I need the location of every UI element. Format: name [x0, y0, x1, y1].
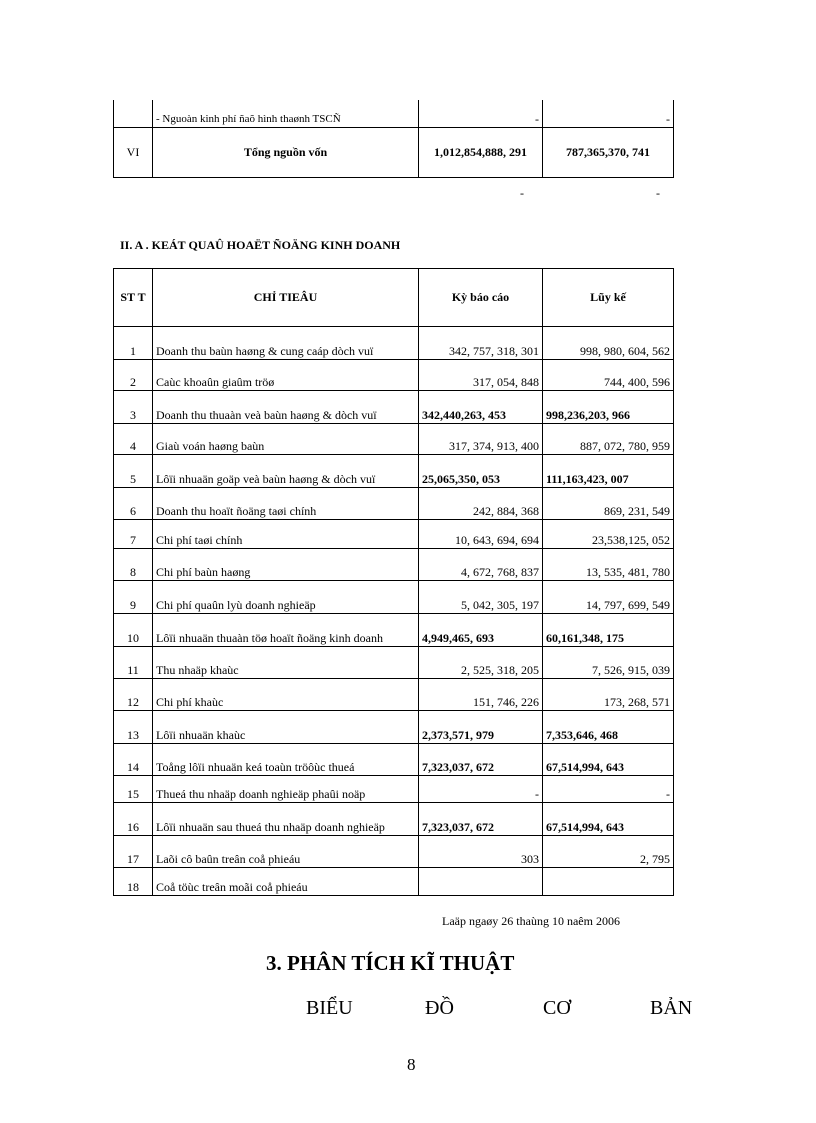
table-row	[114, 488, 674, 520]
table-cell: - Nguoàn kinh phí ñaõ hình thaønh TSCÑ	[153, 100, 419, 127]
table-cell: 7, 526, 915, 039	[543, 647, 674, 679]
header-label: CHỈ TIEÂU	[153, 269, 419, 327]
results-table	[113, 268, 674, 896]
table-cell: 4	[114, 424, 153, 455]
table-cell: 173, 268, 571	[543, 679, 674, 711]
table-cell: Giaù voán haøng baùn	[153, 424, 419, 455]
table-cell: 4,949,465, 693	[419, 614, 543, 647]
table-cell: 15	[114, 776, 153, 803]
table-row	[114, 360, 674, 391]
table-cell: 998, 980, 604, 562	[543, 327, 674, 360]
table-cell: 787,365,370, 741	[543, 127, 674, 177]
table-cell: 7,323,037, 672	[419, 803, 543, 836]
table-row	[114, 803, 674, 836]
table-row	[114, 776, 674, 803]
table-cell: Chi phí baùn haøng	[153, 549, 419, 581]
table-cell: 25,065,350, 053	[419, 455, 543, 488]
table-cell: 3	[114, 391, 153, 424]
table-cell: 10, 643, 694, 694	[419, 520, 543, 549]
subheading-word: BẢN	[650, 997, 693, 1019]
table-cell: 7,353,646, 468	[543, 711, 674, 744]
table-cell	[114, 100, 153, 127]
table-cell: Thueá thu nhaäp doanh nghieäp phaûi noäp	[153, 776, 419, 803]
table-cell: 14	[114, 744, 153, 776]
table-cell: 151, 746, 226	[419, 679, 543, 711]
table-cell: -	[419, 100, 543, 127]
table-cell: 17	[114, 836, 153, 868]
table-cell: Chi phí khaùc	[153, 679, 419, 711]
table-cell: 998,236,203, 966	[543, 391, 674, 424]
table-cell: 869, 231, 549	[543, 488, 674, 520]
table-cell: -	[419, 776, 543, 803]
table-cell: 5, 042, 305, 197	[419, 581, 543, 614]
table-cell: VI	[114, 127, 153, 177]
table-cell: 2, 795	[543, 836, 674, 868]
table-cell: 13	[114, 711, 153, 744]
table-row	[114, 327, 674, 360]
table-cell: 6	[114, 488, 153, 520]
table-row	[114, 424, 674, 455]
dash-mark: -	[656, 186, 660, 200]
table-cell: 67,514,994, 643	[543, 744, 674, 776]
table-cell: Chi phí taøi chính	[153, 520, 419, 549]
subheading-word: ĐỒ	[425, 997, 454, 1019]
table-cell	[419, 868, 543, 896]
table-cell: 1	[114, 327, 153, 360]
table-cell: Laõi cô baûn treân coå phieáu	[153, 836, 419, 868]
table-cell: 7	[114, 520, 153, 549]
table-cell: 9	[114, 581, 153, 614]
table-row	[114, 836, 674, 868]
table-cell: Lôïi nhuaän goäp veà baùn haøng & dòch vuï	[153, 455, 419, 488]
table-cell: Chi phí quaûn lyù doanh nghieäp	[153, 581, 419, 614]
results-body	[114, 327, 674, 896]
header-stt: ST T	[114, 269, 153, 327]
table-cell: 13, 535, 481, 780	[543, 549, 674, 581]
subheading-word: BIỂU	[306, 997, 353, 1019]
table-row	[114, 581, 674, 614]
table-cell: 14, 797, 699, 549	[543, 581, 674, 614]
table-row	[114, 391, 674, 424]
table-cell: 18	[114, 868, 153, 896]
table-row	[114, 679, 674, 711]
table-cell: Toång lôïi nhuaän keá toaùn tröôùc thueá	[153, 744, 419, 776]
dash-mark: -	[520, 186, 524, 200]
table-cell: Caùc khoaûn giaûm tröø	[153, 360, 419, 391]
table-cell: 12	[114, 679, 153, 711]
table-cell	[543, 868, 674, 896]
table-cell: 744, 400, 596	[543, 360, 674, 391]
table-cell: 1,012,854,888, 291	[419, 127, 543, 177]
table-row	[114, 744, 674, 776]
table-row	[114, 520, 674, 549]
table-cell: 10	[114, 614, 153, 647]
table-cell: 2, 525, 318, 205	[419, 647, 543, 679]
table-cell: 242, 884, 368	[419, 488, 543, 520]
subheading-word: CƠ	[543, 997, 571, 1019]
table-cell: 8	[114, 549, 153, 581]
table-cell: Doanh thu thuaàn veà baùn haøng & dòch vuï	[153, 391, 419, 424]
table-cell: 111,163,423, 007	[543, 455, 674, 488]
table-cell: 5	[114, 455, 153, 488]
page-number: 8	[407, 1055, 416, 1074]
table-cell: Coå töùc treân moãi coå phieáu	[153, 868, 419, 896]
table-row	[114, 868, 674, 896]
table-cell: 60,161,348, 175	[543, 614, 674, 647]
top-table	[113, 100, 674, 178]
table-cell: 7,323,037, 672	[419, 744, 543, 776]
table-cell: 342,440,263, 453	[419, 391, 543, 424]
table-cell: 342, 757, 318, 301	[419, 327, 543, 360]
table-cell: Doanh thu baùn haøng & cung caáp dòch vuï	[153, 327, 419, 360]
table-row	[114, 549, 674, 581]
table-row	[114, 455, 674, 488]
header-period: Kỳ báo cáo	[419, 269, 543, 327]
table-cell: Lôïi nhuaän thuaàn töø hoaït ñoäng kinh doanh	[153, 614, 419, 647]
table-cell: Lôïi nhuaän sau thueá thu nhaäp doanh nghieäp	[153, 803, 419, 836]
table-row	[114, 614, 674, 647]
table-cell: Doanh thu hoaït ñoäng taøi chính	[153, 488, 419, 520]
table-cell: 317, 054, 848	[419, 360, 543, 391]
table-cell: 2	[114, 360, 153, 391]
table-cell: -	[543, 776, 674, 803]
table-cell: 11	[114, 647, 153, 679]
table-cell: 303	[419, 836, 543, 868]
table-cell: Lôïi nhuaän khaùc	[153, 711, 419, 744]
header-cumulative: Lũy kế	[543, 269, 674, 327]
table-cell: 2,373,571, 979	[419, 711, 543, 744]
table-cell: 887, 072, 780, 959	[543, 424, 674, 455]
table-cell: -	[543, 100, 674, 127]
table-cell: 67,514,994, 643	[543, 803, 674, 836]
table-cell: 23,538,125, 052	[543, 520, 674, 549]
section-title: 3. PHÂN TÍCH KĨ THUẬT	[266, 951, 515, 975]
table-cell: 317, 374, 913, 400	[419, 424, 543, 455]
date-line: Laäp ngaøy 26 thaùng 10 naêm 2006	[442, 914, 620, 928]
table-row	[114, 711, 674, 744]
table-cell: Thu nhaäp khaùc	[153, 647, 419, 679]
table-row	[114, 647, 674, 679]
table-cell: Tổng nguồn vốn	[153, 127, 419, 177]
section-heading: II. A . KEÁT QUAÛ HOAËT ÑOÄNG KINH DOANH	[120, 238, 401, 252]
table-cell: 4, 672, 768, 837	[419, 549, 543, 581]
table-cell: 16	[114, 803, 153, 836]
